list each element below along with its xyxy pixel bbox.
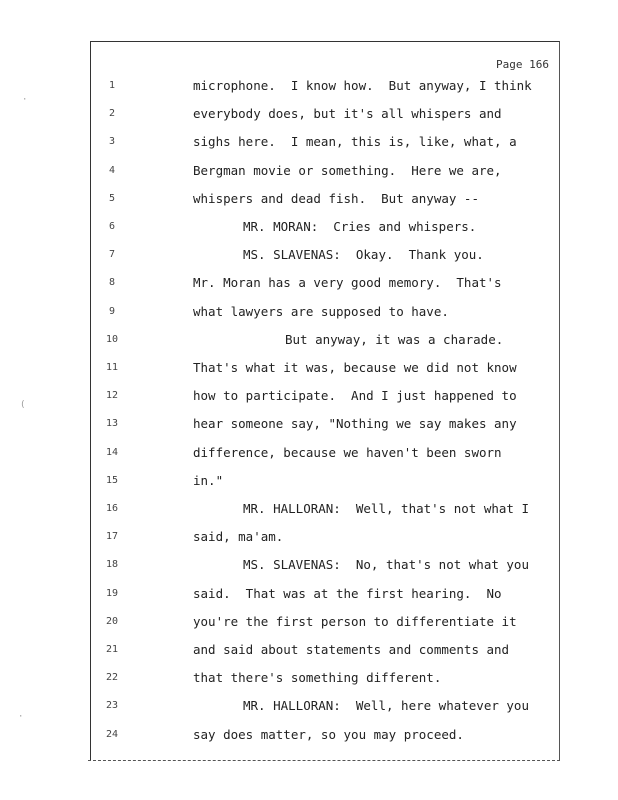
line-number: 15: [105, 474, 119, 486]
transcript-line: [91, 106, 559, 124]
line-text: what lawyers are supposed to have.: [193, 303, 449, 319]
line-text: and said about statements and comments and: [193, 642, 510, 657]
line-number: 6: [108, 221, 116, 232]
line-text: say does matter, so you may proceed.: [193, 726, 464, 742]
line-text: that there's something different.: [193, 670, 442, 686]
line-text: MS. SLAVENAS: No, that's not what you: [243, 557, 529, 573]
scan-speck: (: [20, 400, 26, 410]
line-text: That's what it was, because we did not know: [193, 360, 517, 375]
transcript-line: [91, 416, 559, 434]
line-number: 24: [105, 728, 119, 740]
line-text: sighs here. I mean, this is, like, what, a: [193, 134, 517, 150]
transcript-line: [91, 360, 559, 378]
transcript-line: [91, 275, 559, 293]
line-text: how to participate. And I just happened to: [193, 388, 517, 404]
line-text: microphone. I know how. But anyway, I think: [193, 78, 532, 93]
line-number: 18: [105, 559, 119, 571]
line-number: 10: [105, 333, 119, 345]
line-number: 16: [105, 503, 119, 514]
line-number: 13: [105, 418, 119, 430]
page-number: Page 166: [496, 58, 549, 71]
line-text: difference, because we haven't been sworn: [193, 444, 502, 460]
line-text: MR. MORAN: Cries and whispers.: [243, 219, 477, 234]
line-number: 2: [108, 108, 116, 120]
transcript-line: [91, 247, 559, 265]
line-number: 9: [108, 305, 116, 317]
transcript-line: [91, 191, 559, 209]
line-number: 11: [105, 362, 119, 373]
line-number: 23: [105, 700, 119, 712]
line-number: 5: [108, 192, 116, 204]
transcript-line: [91, 501, 559, 519]
line-number: 22: [105, 672, 119, 684]
line-number: 20: [105, 615, 119, 627]
transcript-line: [91, 78, 559, 96]
transcript-line: [91, 670, 559, 688]
line-text: you're the first person to differentiate it: [193, 613, 517, 629]
transcript-line: [91, 304, 559, 322]
line-number: 8: [108, 277, 116, 289]
line-text: Mr. Moran has a very good memory. That's: [193, 275, 502, 291]
transcript-line: [91, 529, 559, 547]
transcript-line: [91, 163, 559, 181]
transcript-line: [91, 586, 559, 604]
transcript-line: [91, 642, 559, 660]
line-number: 7: [108, 249, 116, 261]
line-text: whispers and dead fish. But anyway --: [193, 190, 479, 206]
line-number: 17: [105, 531, 119, 543]
page-bottom-border: [88, 760, 560, 761]
line-text: said. That was at the first hearing. No: [193, 585, 502, 601]
transcript-line: [91, 614, 559, 632]
line-text: MR. HALLORAN: Well, that's not what I: [243, 501, 529, 516]
transcript-line: [91, 557, 559, 575]
transcript-line: [91, 332, 559, 350]
line-text: said, ma'am.: [193, 529, 284, 545]
line-text: But anyway, it was a charade.: [285, 331, 504, 347]
line-text: Bergman movie or something. Here we are,: [193, 162, 502, 178]
transcript-line: [91, 134, 559, 152]
line-text: everybody does, but it's all whispers and: [193, 106, 502, 122]
line-text: hear someone say, "Nothing we say makes any: [193, 416, 517, 432]
line-number: 1: [108, 80, 116, 91]
line-number: 12: [105, 390, 119, 402]
transcript-line: [91, 388, 559, 406]
transcript-line: [91, 473, 559, 491]
scan-speck: ·: [22, 95, 28, 105]
line-number: 3: [108, 136, 116, 148]
transcript-line: [91, 698, 559, 716]
line-text: MR. HALLORAN: Well, here whatever you: [243, 698, 529, 714]
transcript-line: [91, 445, 559, 463]
scan-speck: ·: [18, 712, 24, 722]
line-text: in.": [193, 472, 224, 488]
transcript-page-frame: [90, 41, 560, 761]
line-number: 21: [105, 644, 119, 655]
line-number: 4: [108, 164, 116, 176]
line-number: 19: [105, 587, 119, 599]
line-number: 14: [105, 446, 119, 458]
transcript-line: [91, 727, 559, 745]
transcript-line: [91, 219, 559, 237]
line-text: MS. SLAVENAS: Okay. Thank you.: [243, 247, 484, 263]
